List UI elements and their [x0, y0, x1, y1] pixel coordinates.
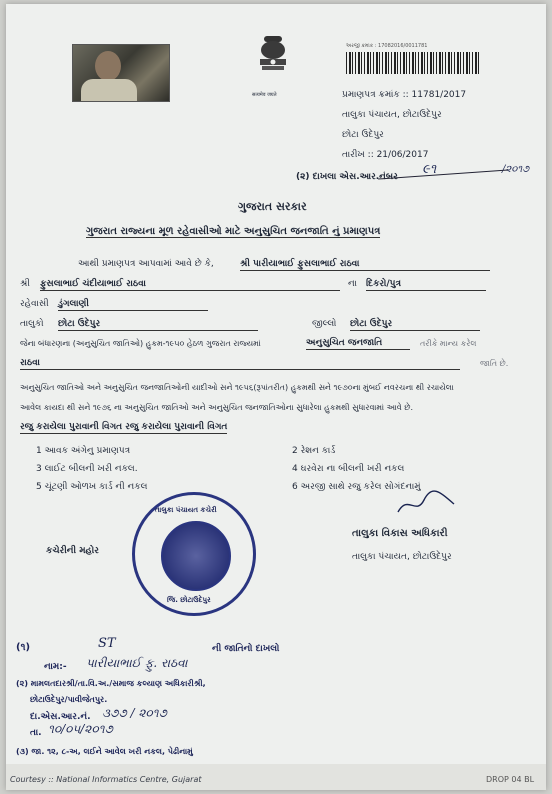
- dakhla-number-handwritten: ૯૧: [422, 162, 437, 177]
- stamp-line6-handwritten: ૧૦/૦૫/૨૦૧૭: [48, 722, 113, 736]
- district-value: છોટા ઉદેપુર: [350, 319, 480, 331]
- office-seal-stamp: [132, 492, 256, 616]
- dakhla-year-handwritten: /૨૦૧૭: [502, 164, 530, 175]
- certificate-subtitle: ગુજરાત રાજ્યના મૂળ રહેવાસીઓ માટે અનુસુચિત જનજાતિ નું પ્રમાણપત્ર: [86, 226, 381, 237]
- national-emblem-icon: [250, 34, 296, 86]
- document-item: 2 રેશન કાર્ડ: [292, 446, 336, 456]
- applicant-photo: [72, 44, 170, 102]
- taluka-label: તાલુકો: [20, 319, 44, 329]
- relation: દિકરો/પુત્ર: [366, 279, 486, 291]
- footer-right-code: DROP 04 BL: [486, 775, 535, 784]
- stamp-line1-suffix: ની જાતિનો દાખલો: [212, 644, 280, 654]
- caste-name: રાઠવા: [20, 358, 460, 370]
- line4-text: જેના બંધારણના (અનુસુચિત જાતિઓ) હુકમ-૧૯૫૦ હેઠળ ગુજરાત રાજ્યમાં: [20, 339, 261, 348]
- line4-end: જાતિ છે.: [480, 359, 509, 368]
- na-label: ના: [348, 279, 357, 289]
- seal-ring-text: તાલુકા પંચાયત કચેરી: [155, 506, 217, 514]
- issue-date: તારીખ :: 21/06/2017: [342, 150, 429, 160]
- stamp-line3: (૨) મામલતદારશ્રી/તા.વિ.અ./સમાજ કલ્યાણ અધિકારીશ્રી,: [16, 679, 206, 688]
- govt-title: ગુજરાત સરકાર: [238, 200, 307, 213]
- district-label: જીલ્લો: [312, 319, 337, 329]
- footer-courtesy: Courtesy :: National Informatics Centre, Gujarat: [10, 775, 202, 784]
- office-seal-label: કચેરીની મહોર: [46, 546, 99, 556]
- district-name: છોટા ઉદેપુર: [342, 130, 384, 140]
- taluka-office: તાલુકા પંચાયત, છોટાઉદેપુર: [342, 110, 442, 120]
- paragraph-line1: અનુસુચિત જાતિઓ અને અનુસુચિત જનજાતિઓની યાદીઓ સને ૧૯૫૬(રૂપાંતરીત) હુકમથી સને ૧૯૭૦ના મુંબઈ નવરચના થી રચાયેલા: [20, 383, 454, 392]
- stamp-line1-prefix: (૧): [16, 642, 31, 653]
- stamp-line5-label: દા.એસ.આર.નં.: [30, 712, 91, 722]
- applicant-name: શ્રી પારીયાભાઈ ફુસલાભાઈ રાઠવા: [240, 259, 490, 271]
- stamp-line4: છોટાઉદેપુર/પાવીજેતપુર.: [30, 695, 108, 704]
- line1-prefix: આથી પ્રમાણપત્ર આપવામાં આવે છે કે,: [78, 259, 214, 269]
- officer-signature: [394, 490, 458, 518]
- document-item: 4 ઘરવેરા ના બીલની ખરી નકલ: [292, 464, 405, 474]
- photo-face: [95, 51, 121, 81]
- document-item: 3 લાઈટ બીલની ખરી નકલ.: [36, 464, 138, 474]
- seal-center: [161, 521, 231, 591]
- dakhla-label: (૨) દાખલા એસ.આર.નંબર: [296, 172, 398, 182]
- seal-bottom-text: જિ. છોટાઉદેપુર: [167, 596, 211, 604]
- resident-label: રહેવાસી: [20, 299, 49, 309]
- officer-title: તાલુકા વિકાસ અધિકારી: [352, 528, 448, 539]
- stamp-line2-label: નામ:-: [44, 662, 67, 672]
- stamp-line6-label: તા.: [30, 728, 42, 738]
- document-item: 5 ચૂંટણી ઓળખ કાર્ડ ની નકલ: [36, 482, 148, 492]
- stamp-line1-handwritten: ST: [98, 636, 116, 651]
- barcode: [346, 52, 480, 74]
- documents-heading: રજુ કરાયેલા પુરાવાની વિગત રજુ કરાયેલા પુરાવાની વિગત: [20, 422, 228, 432]
- emblem-caption: सत्यमेव जयते: [252, 92, 277, 98]
- barcode-number: અરજી ક્રમાંક : 17082016/0011781: [346, 43, 428, 49]
- certificate-number: પ્રમાણપત્ર ક્રમાંક :: 11781/2017: [342, 90, 467, 100]
- document-item: 1 આવક અંગેનુ પ્રમાણપત્ર: [36, 446, 131, 456]
- father-name: ફુસલાભાઈ ચંદીયાભાઈ રાઠવા: [40, 279, 340, 291]
- village: ડુંગલાણી: [58, 299, 208, 311]
- line4-suffix: તરીકે માન્ય કરેલ: [420, 339, 477, 348]
- stamp-line7: (૩) જા. ૧૨, ૮-અ, લઈને આવેલ ખરી નકલ, પેઢીનામું: [16, 747, 193, 756]
- tribe-type: અનુસુચિત જનજાતિ: [306, 338, 410, 350]
- paragraph-line2: આવેલ કાયદા થી સને ૧૯૭૬ ના અનુસુચિત જાતિઓ અને અનુસુચિત જનજાતિઓના સુધારેલા હુકમથી સુધારવામાં આવે છે.: [20, 403, 414, 412]
- certificate-page: [6, 4, 546, 790]
- photo-shirt: [81, 79, 137, 101]
- officer-office: તાલુકા પંચાયત, છોટાઉદેપુર: [352, 552, 452, 562]
- shri-label: શ્રી: [20, 279, 30, 289]
- taluka-value: છોટા ઉદેપુર: [58, 319, 258, 331]
- document-item: 6 અરજી સાથે રજુ કરેલ સોગંદનામું: [292, 482, 421, 492]
- stamp-line2-handwritten: પારીયાભાઈ ફુ. રાઠવા: [86, 656, 188, 670]
- stamp-line5-handwritten: ૩૭૭ / ૨૦૧૭: [102, 706, 167, 720]
